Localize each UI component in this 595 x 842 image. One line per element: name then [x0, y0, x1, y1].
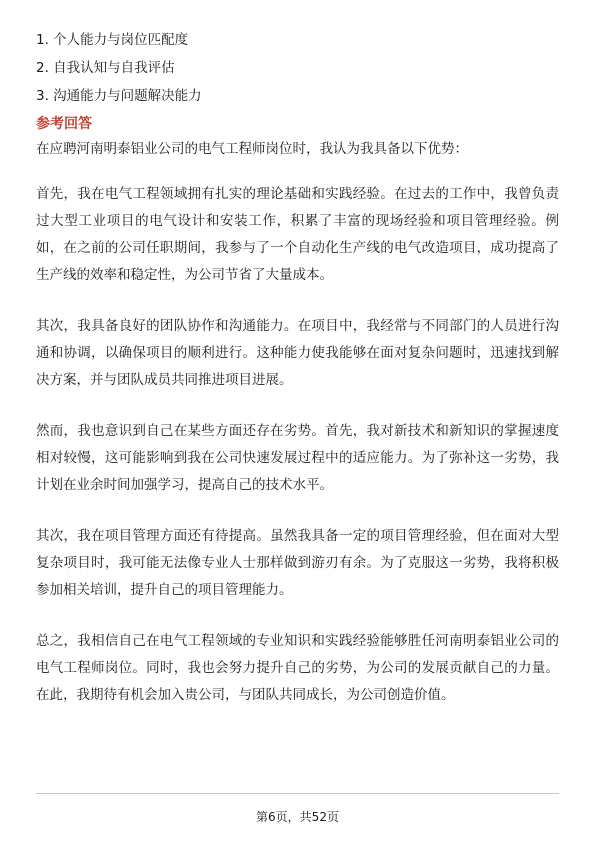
answer-paragraph-conclusion: 总之，我相信自己在电气工程领域的专业知识和实践经验能够胜任河南明泰铝业公司的电气工程师岗位。同时，我也会努力提升自己的劣势，为公司的发展贡献自己的力量。在此，我期待有机会加入贵公司，与团队共同成长，为公司创造价值。 — [36, 633, 559, 703]
document-page — [36, 30, 559, 733]
answer-paragraph-management: 其次，我在项目管理方面还有待提高。虽然我具备一定的项目管理经验，但在面对大型复杂项目时，我可能无法像专业人士那样做到游刃有余。为了克服这一劣势，我将积极参加相关培训，提升自己的项目管理能力。 — [36, 528, 559, 598]
answer-heading: 参考回答 — [36, 116, 92, 132]
question-item-2: 2. 自我认知与自我评估 — [36, 60, 175, 76]
question-item-1: 1. 个人能力与岗位匹配度 — [36, 32, 189, 48]
question-item-3: 3. 沟通能力与问题解决能力 — [36, 88, 202, 104]
answer-paragraph-teamwork: 其次，我具备良好的团队协作和沟通能力。在项目中，我经常与不同部门的人员进行沟通和协调，以确保项目的顺利进行。这种能力使我能够在面对复杂问题时，迅速找到解决方案，并与团队成员共同推进项目进展。 — [36, 318, 559, 388]
footer-divider — [36, 793, 559, 794]
answer-paragraph-strengths: 首先，我在电气工程领域拥有扎实的理论基础和实践经验。在过去的工作中，我曾负责过大型工业项目的电气设计和安装工作，积累了丰富的现场经验和项目管理经验。例如，在之前的公司任职期间，我参与了一个自动化生产线的电气改造项目，成功提高了生产线的效率和稳定性，为公司节省了大量成本。 — [36, 186, 559, 283]
answer-paragraph-weakness: 然而，我也意识到自己在某些方面还存在劣势。首先，我对新技术和新知识的掌握速度相对较慢，这可能影响到我在公司快速发展过程中的适应能力。为了弥补这一劣势，我计划在业余时间加强学习，提高自己的技术水平。 — [36, 423, 559, 493]
answer-intro: 在应聘河南明泰铝业公司的电气工程师岗位时，我认为我具备以下优势： — [36, 141, 468, 157]
page-number: 第6页，共52页 — [256, 810, 339, 824]
